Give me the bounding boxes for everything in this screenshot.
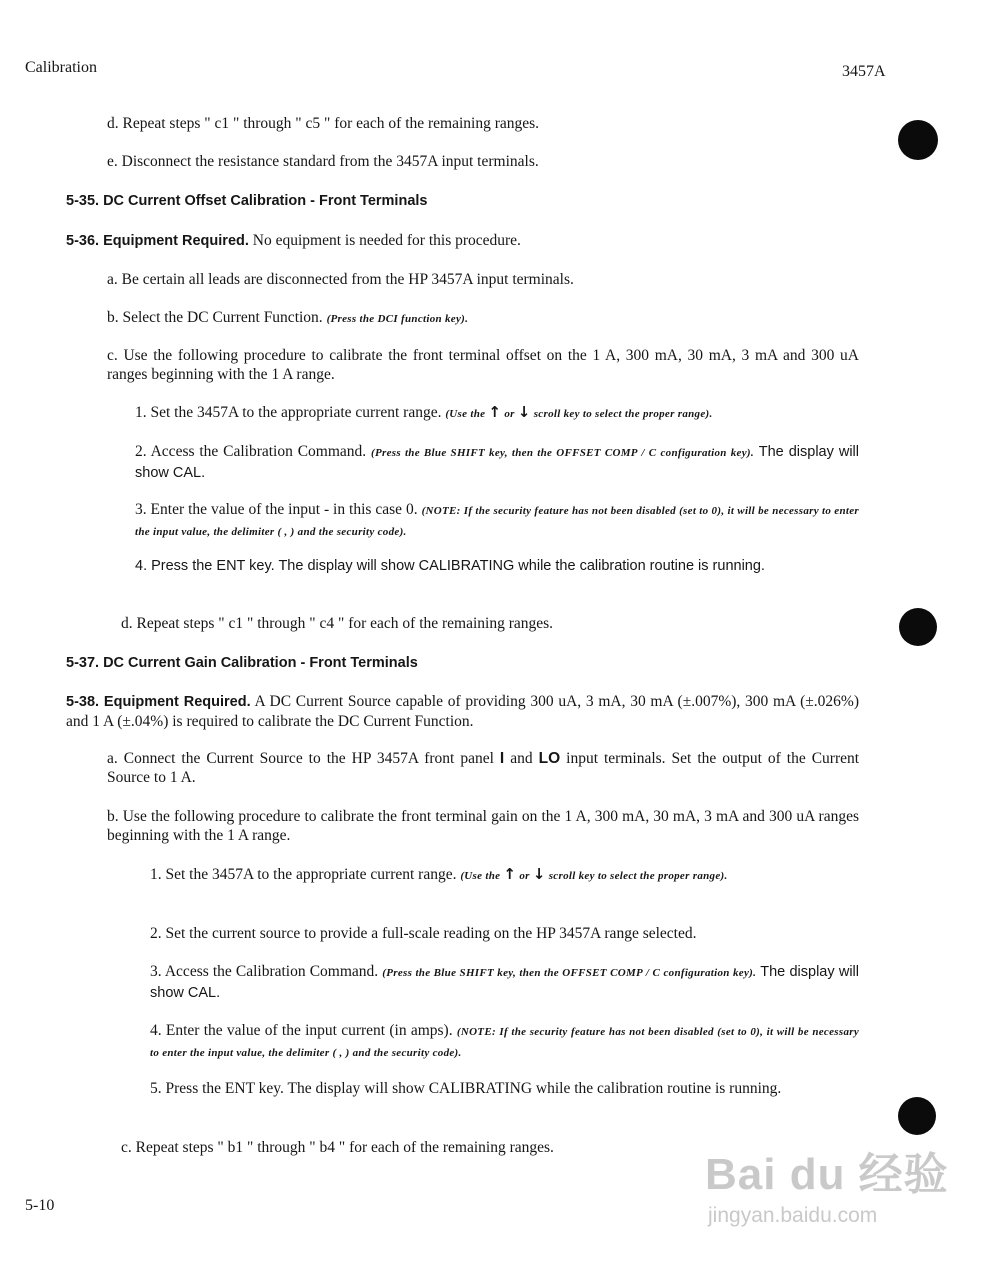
section-5-38-lead: 5-38. Equipment Required. (66, 694, 251, 710)
s536-step-c: c. Use the following procedure to calibrate the front terminal offset on the 1 A, 300 mA, 30 mA, 3 mA and 300 uA ranges beginning with the 1 A range. (107, 347, 859, 383)
s536-substep-3-text: 3. Enter the value of the input - in this case 0. (135, 501, 418, 518)
punch-hole-bottom (898, 1097, 936, 1135)
s538-substep-4 (150, 1021, 859, 1063)
s538-substep-4-text: 4. Enter the value of the input current (in amps). (150, 1022, 453, 1039)
step-e-previous: e. Disconnect the resistance standard from the 3457A input terminals. (107, 153, 539, 170)
section-5-38-text: A DC Current Source capable of providing 300 uA, 3 mA, 30 mA (±.007%), 300 mA (±.026%) and 1 A (±.04%) is required to calibrate the DC Current Function. (66, 693, 859, 730)
s536-step-b (107, 308, 468, 329)
s538-substep-1-note (460, 865, 728, 883)
punch-hole-middle (899, 608, 937, 646)
s536-substep-1-note (445, 403, 713, 421)
s536-step-d: d. Repeat steps " c1 " through " c4 " for each of the remaining ranges. (121, 615, 554, 632)
punch-hole-top (898, 120, 938, 160)
baidu-watermark-url: jingyan.baidu.com (708, 1204, 878, 1227)
s538-step-b: b. Use the following procedure to calibrate the front terminal gain on the 1 A, 300 mA, 30 mA, 3 mA and 300 uA ranges beginning with the 1 A range. (107, 808, 859, 844)
note-text: or (504, 408, 515, 420)
s536-substep-2-tail: The display will show CAL. (135, 444, 859, 481)
down-arrow-icon: ↓ (532, 865, 546, 883)
lo-terminal-label: LO (538, 750, 561, 767)
running-header-right: 3457A (842, 63, 886, 80)
s536-substep-3 (135, 500, 859, 542)
s538-substep-5-text: 5. Press the ENT key. The display will show CALIBRATING while the calibration routine is running. (150, 1080, 782, 1097)
page-number: 5-10 (25, 1197, 55, 1214)
s538-step-c: c. Repeat steps " b1 " through " b4 " for each of the remaining ranges. (121, 1139, 554, 1156)
s536-substep-2-text: 2. Access the Calibration Command. (135, 443, 367, 460)
s536-substep-2-note: (Press the Blue SHIFT key, then the OFFSET COMP / C configuration key). (371, 447, 754, 459)
s538-substep-3-note: (Press the Blue SHIFT key, then the OFFSET COMP / C configuration key). (382, 967, 757, 979)
s536-step-b-text: b. Select the DC Current Function. (107, 309, 323, 326)
s536-substep-4: 4. Press the ENT key. The display will show CALIBRATING while the calibration routine is running. (135, 558, 765, 574)
s538-step-a-and: and (510, 750, 533, 767)
s538-substep-1 (150, 865, 859, 886)
section-5-36-lead: 5-36. Equipment Required. (66, 233, 249, 249)
s536-step-b-note: (Press the DCI function key). (326, 313, 469, 325)
s536-substep-1 (135, 403, 859, 424)
s538-substep-4-note: (NOTE: If the security feature has not been disabled (set to 0), it will be necessary to enter the input value, the delimiter ( , ) and the security code). (150, 1026, 860, 1059)
s538-substep-3-tail: The display will show CAL. (150, 964, 859, 1001)
note-text: scroll key to select the proper range). (533, 408, 713, 420)
baidu-watermark-logo: Bai du 经验 (705, 1150, 949, 1199)
down-arrow-icon: ↓ (517, 403, 531, 421)
s536-substep-3-note: (NOTE: If the security feature has not been disabled (set to 0), it will be necessary to enter the input value, the delimiter ( , ) and the security code). (135, 505, 860, 538)
note-text: scroll key to select the proper range). (548, 870, 728, 882)
s538-substep-5 (150, 1079, 859, 1098)
s538-step-a (107, 749, 859, 787)
s538-substep-2: 2. Set the current source to provide a full-scale reading on the HP 3457A range selected. (150, 925, 697, 942)
section-5-36-paragraph (66, 231, 521, 251)
s538-substep-3 (150, 962, 859, 1003)
s536-substep-1-text: 1. Set the 3457A to the appropriate current range. (135, 404, 442, 421)
note-text: or (519, 870, 530, 882)
section-5-37-title: 5-37. DC Current Gain Calibration - Front Terminals (66, 655, 418, 671)
running-header-left: Calibration (25, 59, 97, 76)
s536-step-a: a. Be certain all leads are disconnected from the HP 3457A input terminals. (107, 271, 574, 288)
s538-substep-3-text: 3. Access the Calibration Command. (150, 963, 379, 980)
i-terminal-label: I (499, 750, 505, 767)
s536-substep-2 (135, 442, 859, 483)
note-text: (Use the (445, 408, 486, 420)
step-d-previous: d. Repeat steps " c1 " through " c5 " for each of the remaining ranges. (107, 115, 540, 132)
up-arrow-icon: ↑ (488, 403, 502, 421)
s538-step-a-text-2: input terminals. Set the output of the Current Source to 1 A. (107, 750, 860, 786)
note-text: (Use the (460, 870, 501, 882)
section-5-38-paragraph (66, 692, 859, 731)
up-arrow-icon: ↑ (503, 865, 517, 883)
section-5-36-text: No equipment is needed for this procedure. (252, 232, 521, 249)
section-5-35-title: 5-35. DC Current Offset Calibration - Front Terminals (66, 193, 428, 209)
s538-substep-1-text: 1. Set the 3457A to the appropriate current range. (150, 866, 457, 883)
s538-step-a-text: a. Connect the Current Source to the HP 3457A front panel (107, 750, 494, 767)
